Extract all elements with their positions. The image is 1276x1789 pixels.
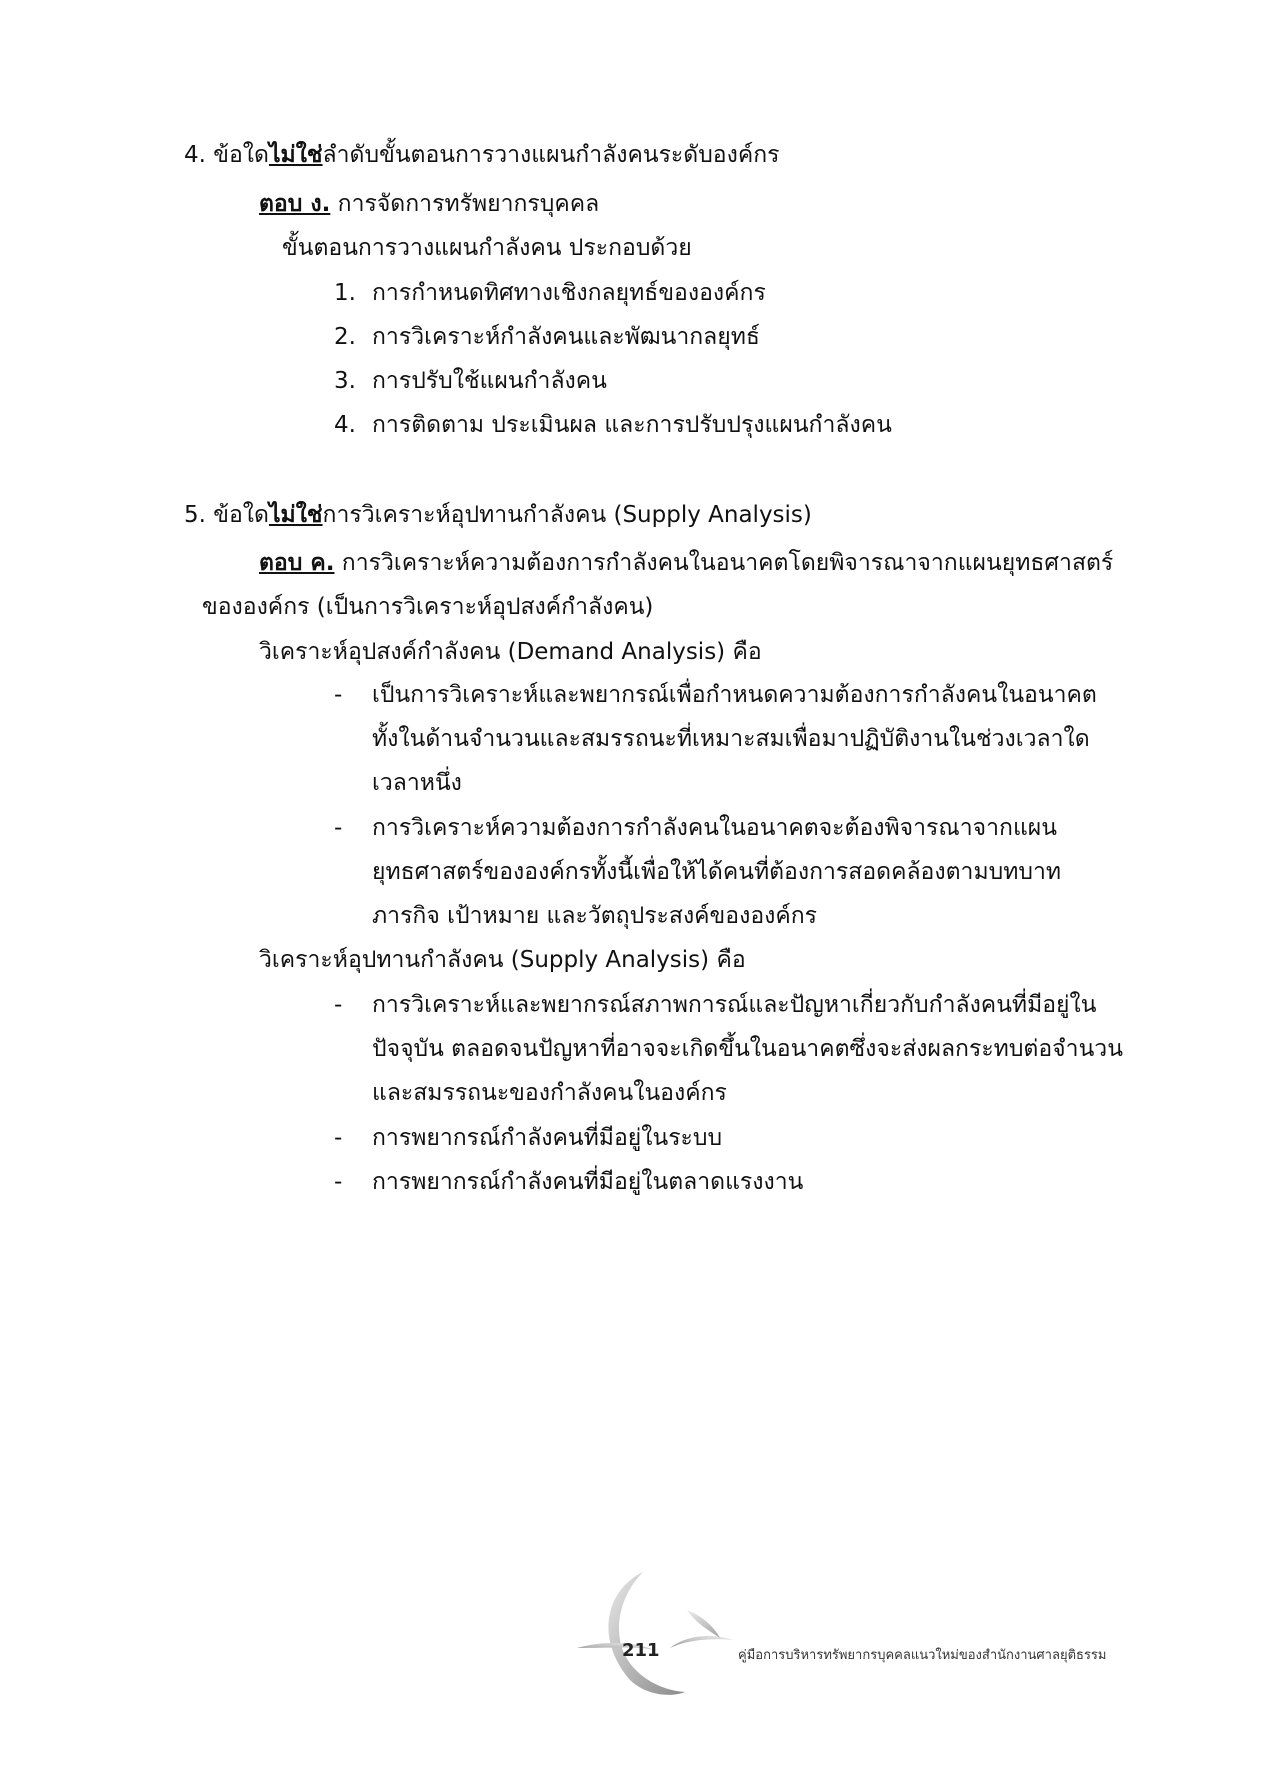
swirl-logo-icon (575, 1570, 735, 1700)
bullet-dash: - (334, 1125, 343, 1151)
answer-4 (259, 189, 599, 219)
question-text: การวิเคราะห์อุปทานกำลังคน (Supply Analysis) (322, 502, 812, 528)
step-text: การกำหนดทิศทางเชิงกลยุทธ์ขององค์กร (372, 280, 766, 306)
bullet-text: การพยากรณ์กำลังคนที่มีอยู่ในระบบ (372, 1125, 723, 1151)
step-number: 2. (334, 324, 356, 350)
question-text: ลำดับขั้นตอนการวางแผนกำลังคนระดับองค์กร (322, 142, 780, 168)
answer-5 (259, 548, 1113, 578)
footer-title: คู่มือการบริหารทรัพยากรบุคคลแนวใหม่ของสำนักงานศาลยุติธรรม (738, 1648, 1107, 1663)
answer-text-continued: ขององค์กร (เป็นการวิเคราะห์อุปสงค์กำลังคน) (202, 594, 654, 620)
bullet-text: เป็นการวิเคราะห์และพยากรณ์เพื่อกำหนดความต้องการกำลังคนในอนาคต (372, 682, 1097, 708)
bullet-dash: - (334, 1169, 343, 1195)
supply-heading: วิเคราะห์อุปทานกำลังคน (Supply Analysis) คือ (259, 947, 746, 973)
bullet-text: การวิเคราะห์ความต้องการกำลังคนในอนาคตจะต้องพิจารณาจากแผน (372, 815, 1058, 841)
bullet-text: การพยากรณ์กำลังคนที่มีอยู่ในตลาดแรงงาน (372, 1169, 804, 1195)
bullet-text: การวิเคราะห์และพยากรณ์สภาพการณ์และปัญหาเกี่ยวกับกำลังคนที่มีอยู่ใน (372, 992, 1097, 1018)
bullet-text: ทั้งในด้านจำนวนและสมรรถนะที่เหมาะสมเพื่อมาปฏิบัติงานในช่วงเวลาใด (372, 726, 1090, 752)
step-text: การปรับใช้แผนกำลังคน (372, 368, 607, 394)
page-number: 211 (622, 1640, 660, 1661)
bullet-text: เวลาหนึ่ง (372, 770, 462, 796)
bullet-dash: - (334, 992, 343, 1018)
step-number: 3. (334, 368, 356, 394)
question-emphasis: ไม่ใช่ (268, 142, 323, 168)
answer-text: การจัดการทรัพยากรบุคคล (330, 191, 600, 217)
step-text: การติดตาม ประเมินผล และการปรับปรุงแผนกำลังคน (372, 412, 892, 438)
answer-text: การวิเคราะห์ความต้องการกำลังคนในอนาคตโดยพิจารณาจากแผนยุทธศาสตร์ (334, 550, 1114, 576)
bullet-text: ยุทธศาสตร์ขององค์กรทั้งนี้เพื่อให้ได้คนที่ต้องการสอดคล้องตามบทบาท (372, 859, 1062, 885)
question-number: 5. ข้อใด (184, 502, 269, 528)
answer-label: ตอบ ค. (259, 550, 335, 576)
bullet-text: ปัจจุบัน ตลอดจนปัญหาที่อาจจะเกิดขึ้นในอนาคตซึ่งจะส่งผลกระทบต่อจำนวน (372, 1036, 1123, 1062)
question-4 (184, 140, 780, 170)
bullet-dash: - (334, 682, 343, 708)
bullet-text: ภารกิจ เป้าหมาย และวัตถุประสงค์ขององค์กร (372, 903, 818, 929)
question-5 (184, 500, 812, 530)
steps-intro: ขั้นตอนการวางแผนกำลังคน ประกอบด้วย (282, 235, 692, 261)
bullet-dash: - (334, 815, 343, 841)
step-number: 1. (334, 280, 356, 306)
bullet-text: และสมรรถนะของกำลังคนในองค์กร (372, 1080, 727, 1106)
question-number: 4. ข้อใด (184, 142, 269, 168)
step-text: การวิเคราะห์กำลังคนและพัฒนากลยุทธ์ (372, 324, 760, 350)
demand-heading: วิเคราะห์อุปสงค์กำลังคน (Demand Analysis) คือ (259, 639, 762, 665)
step-number: 4. (334, 412, 356, 438)
answer-label: ตอบ ง. (259, 191, 331, 217)
question-emphasis: ไม่ใช่ (268, 502, 323, 528)
